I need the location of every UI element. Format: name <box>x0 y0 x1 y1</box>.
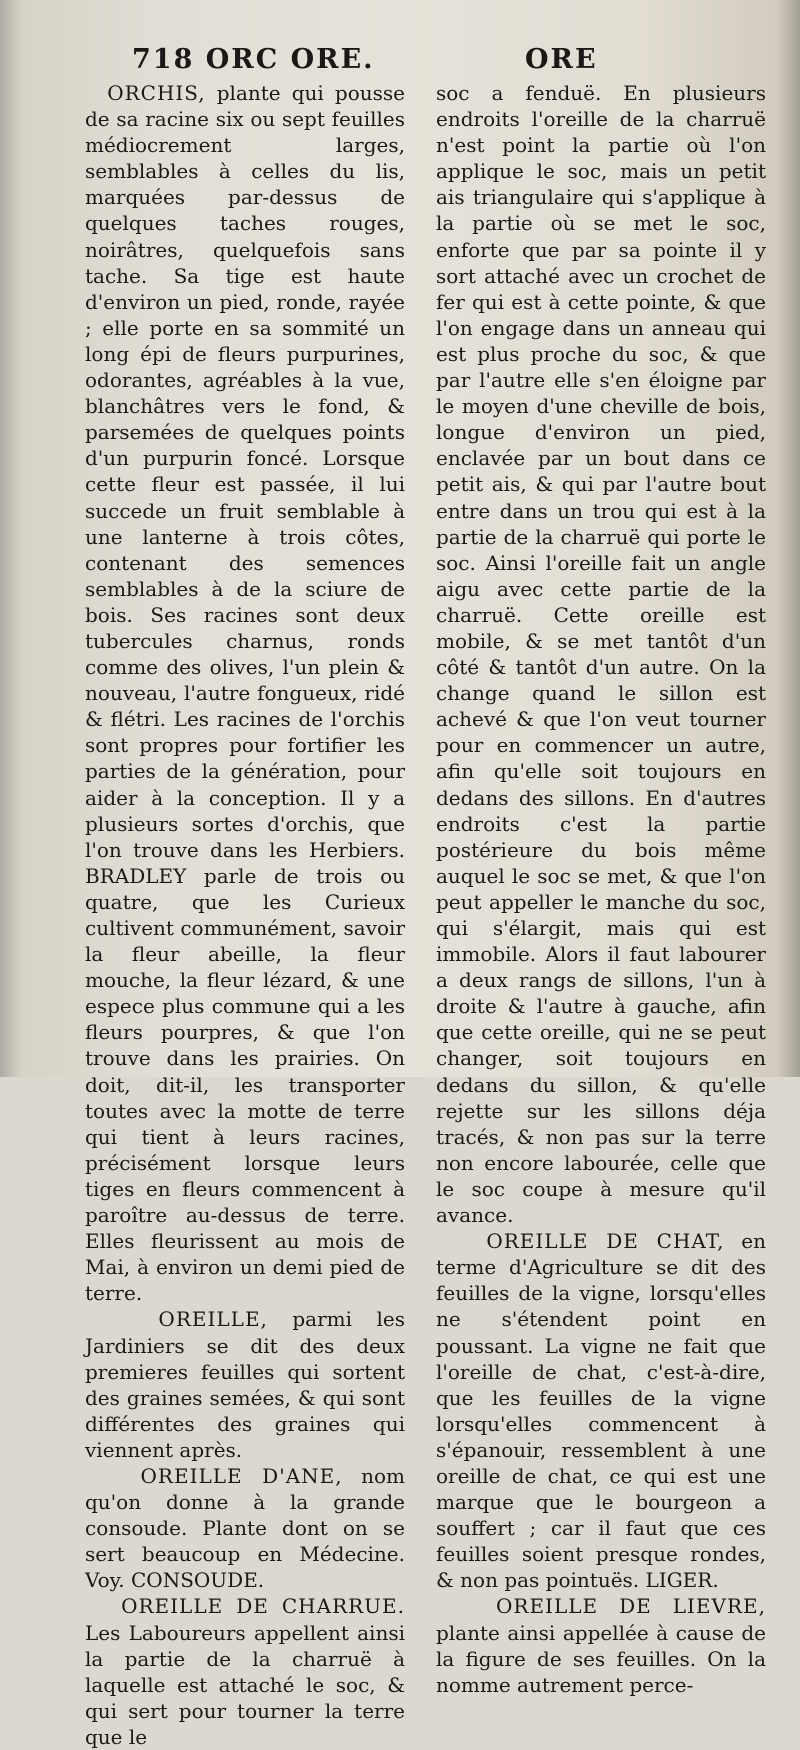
entry-headword: OREILLE, <box>158 1307 268 1332</box>
entry-oreille-dane <box>85 1463 405 1593</box>
entry-oreille-de-lievre <box>436 1593 766 1697</box>
entry-oreille <box>85 1306 405 1463</box>
page-edge-shadow-right <box>778 0 800 1077</box>
entry-body: Les Laboureurs appellent ainsi la partie de la charruë à laquelle est attaché le soc, & qui sert pour tourner la terre que le <box>85 1620 405 1749</box>
entry-body: soc a fenduë. En plusieurs endroits l'oreille de la charruë n'est point la partie où l'on applique le soc, mais un petit ais triangulaire qui s'applique à la partie où se met le soc, enforte que par sa pointe il y sort attaché avec un crochet de fer qui est à cette pointe, & que l'on engage dans un anneau qui est plus proche du soc, & que par l'autre elle s'en éloigne par le moyen d'une cheville de bois, longue d'environ un pied, enclavée par un bout dans ce petit ais, & qui par l'autre bout entre dans un trou qui est à la partie de la charruë qui porte le soc. Ainsi l'oreille fait un angle aigu avec cette partie de la charruë. Cette oreille est mobile, & se met tantôt d'un côté & tantôt d'un autre. On la change quand le sillon est achevé & que l'on veut tourner pour en commencer un autre, afin qu'elle soit toujours en dedans des sillons. En d'autres endroits c'est la partie postérieure du bois même auquel le soc se met, & que l'on peut appeller le manche du soc, qui s'élargit, mais qui est immobile. Alors il faut labourer a deux rangs de sillons, l'un à droite & l'autre à gauche, afin que cette oreille, qui ne se peut changer, soit toujours en dedans du sillon, & qu'elle rejette sur les sillons déja tracés, & non pas sur la terre non encore labourée, celle que le soc coupe à mesure qu'il avance. <box>436 81 766 1228</box>
entry-headword: ORCHIS, <box>107 81 206 105</box>
entry-continuation <box>436 80 766 1228</box>
entry-headword: OREILLE DE LIEVRE, <box>496 1594 766 1619</box>
entry-oreille-de-charrue <box>85 1593 405 1750</box>
entry-headword: OREILLE DE CHARRUE. <box>121 1594 405 1619</box>
entry-body: plante qui pousse de sa racine six ou sept feuilles médiocrement larges, semblables à celles du lis, marquées par-dessus de quelques taches rouges, noirâtres, quelquefois sans tache. Sa tige est haute d'environ un pied, ronde, rayée ; elle porte en sa sommité un long épi de fleurs purpurines, odorantes, agréables à la vue, blanchâtres vers le fond, & parsemées de quelques points d'un purpurin foncé. Lorsque cette fleur est passée, il lui succede un fruit semblable à une lanterne à trois côtes, contenant des semences semblables à de la sciure de bois. Ses racines sont deux tubercules charnus, ronds comme des olives, l'un plein & nouveau, l'autre fongueux, ridé & flétri. Les racines de l'orchis sont propres pour fortifier les parties de la génération, pour aider à la conception. Il y a plusieurs sortes d'orchis, que l'on trouve dans les Herbiers. BRADLEY parle de trois ou quatre, que les Curieux cultivent communément, savoir la fleur abeille, la fleur mouche, la fleur lézard, & une espece plus commune qui a les fleurs pourpres, & que l'on trouve dans les prairies. On doit, dit-il, les transporter toutes avec la motte de terre qui tient à leurs racines, précisément lorsque leurs tiges en fleurs commencent à paroître au-dessus de terre. Elles fleurissent au mois de Mai, à environ un demi pied de terre. <box>85 81 406 1306</box>
entry-oreille-de-chat <box>436 1228 766 1593</box>
entry-orchis <box>85 80 405 1306</box>
entry-body: nom qu'on donne à la grande consoude. Plante dont on se sert beaucoup en Médecine. Voy. CONSOUDE. <box>85 1463 405 1593</box>
page-edge-shadow-left <box>0 0 22 1077</box>
entry-headword: OREILLE DE CHAT, <box>486 1229 725 1254</box>
running-header-right: ORE <box>525 44 598 75</box>
left-column <box>85 80 405 1750</box>
entry-body: en terme d'Agriculture se dit des feuilles de la vigne, lorsqu'elles ne s'étendent point en poussant. La vigne ne fait que l'oreille de chat, c'est-à-dire, que les feuilles de la vigne lorsqu'elles commencent à s'épanouir, ressemblent à une oreille de chat, ce qui est une marque que le bourgeon a souffert ; car il faut que ces feuilles soient presque rondes, & non pas pointuës. LIGER. <box>436 1229 767 1593</box>
running-header-left: 718 ORC ORE. <box>132 44 375 75</box>
entry-headword: OREILLE D'ANE, <box>140 1463 343 1488</box>
right-column <box>436 80 766 1698</box>
entry-body: parmi les Jardiniers se dit des deux premieres feuilles qui sortent des graines semées, & qui sont différentes des graines qui viennent après. <box>85 1307 405 1462</box>
entry-body: plante ainsi appellée à cause de la figure de ses feuilles. On la nomme autrement perce- <box>436 1620 766 1697</box>
